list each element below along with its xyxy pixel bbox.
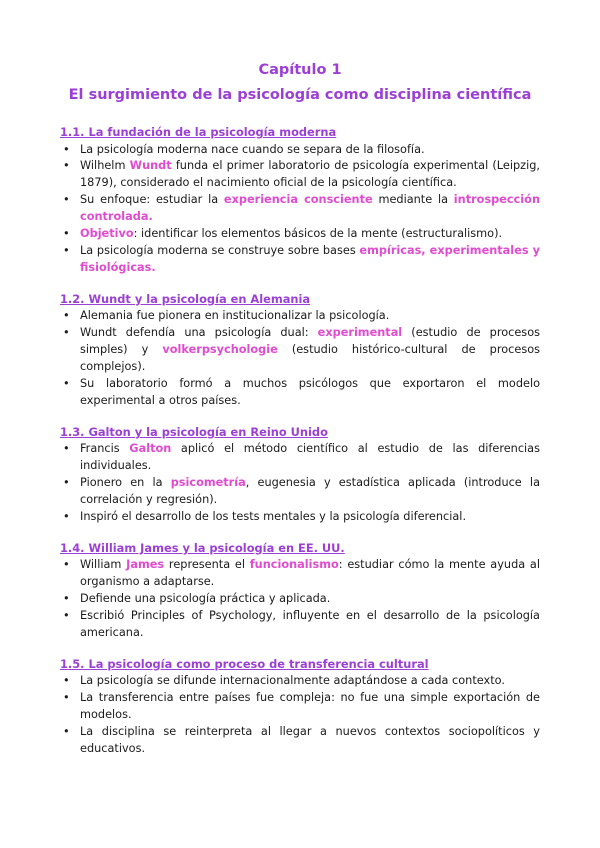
list-item <box>60 441 540 475</box>
bullet-icon: • <box>63 558 70 572</box>
bullet-list <box>60 557 540 642</box>
list-item-text: Alemania fue pionera en institucionalizar la psicología. <box>80 309 390 323</box>
list-item-text: Su enfoque: estudiar la <box>80 193 224 207</box>
bullet-list <box>60 441 540 526</box>
highlighted-term: volkerpsychologie <box>162 343 278 357</box>
section <box>60 124 540 277</box>
bullet-list <box>60 142 540 277</box>
list-item <box>60 226 540 243</box>
list-item-text: La disciplina se reinterpreta al llegar a nuevos contextos sociopolíticos y educativos. <box>80 724 540 755</box>
bullet-list <box>60 673 540 758</box>
list-item <box>60 308 540 325</box>
section <box>60 540 540 642</box>
bullet-icon: • <box>63 476 70 489</box>
highlighted-term: James <box>126 558 165 572</box>
bullet-icon: • <box>63 243 70 257</box>
highlighted-term: funcionalismo <box>249 558 339 572</box>
list-item <box>60 690 540 724</box>
list-item-text: La psicología se difunde internacionalmente adaptándose a cada contexto. <box>80 674 505 688</box>
section <box>60 656 540 758</box>
list-item <box>60 158 540 192</box>
bullet-icon: • <box>63 674 70 688</box>
list-item-text: (estudio de procesos simples) y <box>80 326 540 357</box>
list-item-text: (estudio histórico-cultural de procesos complejos). <box>80 343 541 373</box>
section-heading: 1.3. Galton y la psicología en Reino Unido <box>60 424 328 439</box>
list-item-text: funda el primer laboratorio de psicología experimental (Leipzig, 1879), considerado el nacimiento oficial de la psicología científica. <box>80 159 540 190</box>
list-item <box>60 376 540 410</box>
list-item-text: Escribió Principles of Psychology, influyente en el desarrollo de la psicología americana. <box>80 608 540 639</box>
list-item <box>60 591 540 608</box>
chapter-title-block <box>60 58 540 108</box>
bullet-icon: • <box>63 592 70 606</box>
chapter-number: Capítulo 1 <box>258 62 342 78</box>
list-item-text: mediante la <box>372 193 454 207</box>
section <box>60 291 540 410</box>
section-heading: 1.4. William James y la psicología en EE. UU. <box>60 540 345 555</box>
bullet-icon: • <box>63 608 70 622</box>
highlighted-term: introspección controlada. <box>80 193 540 224</box>
highlighted-term: psicometría <box>170 476 246 489</box>
list-item <box>60 557 540 591</box>
list-item <box>60 243 540 277</box>
list-item-text: , eugenesia y estadística aplicada (introduce la correlación y regresión). <box>80 476 540 506</box>
bullet-icon: • <box>63 159 70 173</box>
list-item <box>60 325 540 376</box>
list-item <box>60 608 540 642</box>
list-item <box>60 673 540 690</box>
highlighted-term: empíricas, experimentales y fisiológicas. <box>80 243 540 274</box>
bullet-icon: • <box>63 509 70 523</box>
list-item <box>60 724 540 758</box>
list-item <box>60 192 540 226</box>
bullet-icon: • <box>63 227 70 241</box>
bullet-icon: • <box>63 691 70 705</box>
bullet-icon: • <box>63 142 70 156</box>
bullet-icon: • <box>63 376 70 390</box>
bullet-icon: • <box>63 442 70 456</box>
list-item-text: Su laboratorio formó a muchos psicólogos que exportaron el modelo experimental a otros países. <box>80 376 540 407</box>
section <box>60 424 540 526</box>
list-item-text: La psicología moderna se construye sobre bases <box>80 243 360 257</box>
highlighted-term: Galton <box>129 442 172 456</box>
highlighted-term: experiencia consciente <box>223 193 373 207</box>
bullet-icon: • <box>63 193 70 207</box>
list-item-text: Francis <box>80 442 130 456</box>
list-item <box>60 509 540 526</box>
highlighted-term: Wundt <box>129 159 172 173</box>
list-item-text: Pionero en la <box>80 476 171 489</box>
list-item-text: William <box>80 558 127 572</box>
bullet-list <box>60 308 540 409</box>
sections-container <box>60 124 540 758</box>
list-item-text: La transferencia entre países fue compleja: no fue una simple exportación de modelos. <box>80 691 540 722</box>
list-item-text: Wilhelm <box>80 159 130 173</box>
bullet-icon: • <box>63 326 70 340</box>
list-item-text: representa el <box>164 558 250 572</box>
highlighted-term: Objetivo <box>80 227 134 241</box>
list-item-text: : identificar los elementos básicos de la mente (estructuralismo). <box>133 227 503 241</box>
bullet-icon: • <box>63 309 70 323</box>
section-heading: 1.2. Wundt y la psicología en Alemania <box>60 291 311 306</box>
bullet-icon: • <box>63 724 70 738</box>
list-item-text: La psicología moderna nace cuando se separa de la filosofía. <box>80 142 425 156</box>
list-item-text: Defiende una psicología práctica y aplicada. <box>80 592 331 606</box>
section-heading: 1.5. La psicología como proceso de transferencia cultural <box>60 656 429 671</box>
section-heading: 1.1. La fundación de la psicología moderna <box>60 125 337 139</box>
chapter-title: El surgimiento de la psicología como disciplina científica <box>68 87 532 103</box>
list-item-text: : estudiar cómo la mente ayuda al organismo a adaptarse. <box>80 558 540 589</box>
list-item <box>60 142 540 159</box>
list-item-text: Inspiró el desarrollo de los tests mentales y la psicología diferencial. <box>80 509 467 523</box>
list-item-text: aplicó el método científico al estudio de las diferencias individuales. <box>80 442 540 473</box>
list-item-text: Wundt defendía una psicología dual: <box>80 326 318 340</box>
highlighted-term: experimental <box>317 326 403 340</box>
list-item <box>60 475 540 509</box>
